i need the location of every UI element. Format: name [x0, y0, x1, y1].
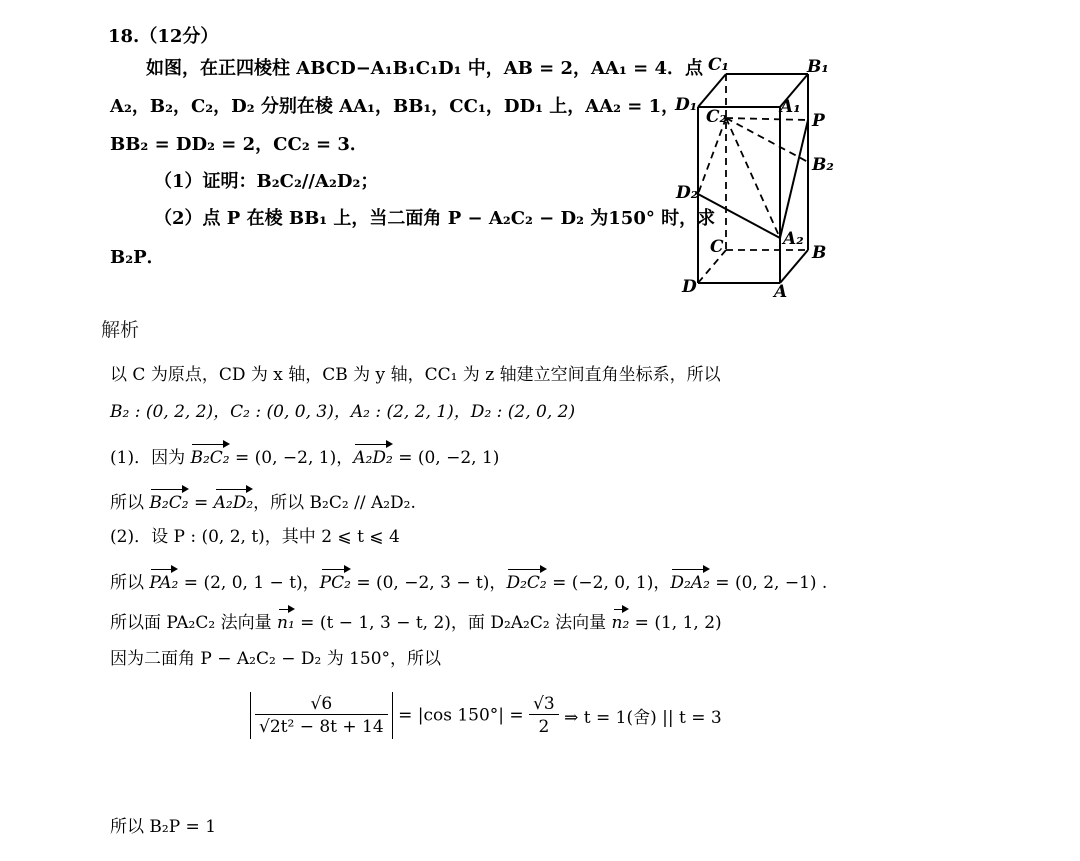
label-p: P [812, 111, 825, 131]
line-6-intro: 所以 [110, 573, 150, 593]
label-a: A [774, 282, 788, 302]
fraction-right-denominator: 2 [529, 714, 559, 737]
normal-vector-n2: n₂ [611, 613, 630, 633]
vector-b2c2: B₂C₂ [149, 493, 189, 513]
label-c2: C₂ [706, 107, 727, 127]
vector-pc2-value: = (0, −2, 3 − t)， [350, 573, 507, 593]
fraction-left-denominator: √2t² − 8t + 14 [255, 714, 388, 737]
solution-line-3 [110, 443, 499, 468]
normal-intro: 所以面 PA₂C₂ 法向量 [110, 613, 278, 633]
label-b1: B₁ [807, 57, 829, 77]
vector-pa2-value: = (2, 0, 1 − t)， [178, 573, 320, 593]
vector-a2d2-value: = (0, −2, 1) [392, 448, 500, 468]
label-b: B [812, 243, 827, 263]
problem-part-2: （2）点 P 在棱 BB₁ 上，当二面角 P − A₂C₂ − D₂ 为150° 时，求 [154, 208, 716, 229]
final-answer: 所以 B₂P = 1 [110, 817, 217, 837]
problem-line-2: A₂，B₂，C₂，D₂ 分别在棱 AA₁，BB₁，CC₁，DD₁ 上，AA₂ = 1， [110, 96, 680, 117]
vector-d2a2: D₂A₂ [670, 573, 710, 593]
label-a2: A₂ [783, 229, 804, 249]
solution-line-7 [110, 608, 722, 633]
solution-line-4 [110, 488, 416, 513]
normal-n2-value: = (1, 1, 2) [629, 613, 722, 633]
equation-middle: = |cos 150°| = [392, 705, 530, 726]
fraction-right [529, 694, 559, 737]
absolute-value [250, 692, 393, 739]
vector-d2c2-value: = (−2, 0, 1)， [546, 573, 671, 593]
problem-line-3: BB₂ = DD₂ = 2，CC₂ = 3． [110, 134, 368, 155]
equation-result: ⇒ t = 1(舍) || t = 3 [558, 708, 722, 728]
label-d2: D₂ [676, 183, 699, 203]
problem-part-2-cont: B₂P． [110, 247, 165, 268]
problem-number: 18.（12分） [108, 26, 219, 47]
solution-line-8: 因为二面角 P − A₂C₂ − D₂ 为 150°，所以 [110, 649, 442, 669]
vector-b2c2: B₂C₂ [190, 448, 230, 468]
solution-line-1: 以 C 为原点，CD 为 x 轴，CB 为 y 轴，CC₁ 为 z 轴建立空间直角坐标系，所以 [110, 365, 721, 385]
normal-vector-n1: n₁ [277, 613, 295, 633]
part-1-intro: (1)．因为 [110, 448, 191, 468]
solution-heading: 解析 [101, 319, 140, 341]
label-c1: C₁ [708, 55, 729, 75]
vector-a2d2: A₂D₂ [213, 493, 254, 513]
label-b2: B₂ [812, 155, 834, 175]
vector-pa2: PA₂ [149, 573, 179, 593]
problem-line-1: 如图，在正四棱柱 ABCD−A₁B₁C₁D₁ 中，AB = 2，AA₁ = 4．点 [146, 58, 703, 79]
vector-d2c2: D₂C₂ [506, 573, 547, 593]
vector-b2c2-value: = (0, −2, 1)， [229, 448, 354, 468]
label-c: C [710, 237, 724, 257]
normal-n1-value: = (t − 1, 3 − t, 2)，面 D₂A₂C₂ 法向量 [294, 613, 612, 633]
vector-a2d2: A₂D₂ [353, 448, 393, 468]
problem-part-1: （1）证明：B₂C₂//A₂D₂； [154, 171, 379, 192]
cosine-equation [250, 692, 722, 739]
parallel-conclusion: ，所以 B₂C₂ // A₂D₂. [253, 493, 416, 513]
label-d1: D₁ [675, 95, 698, 115]
solution-line-2: B₂ : (0, 2, 2)，C₂ : (0, 0, 3)，A₂ : (2, 2, 1)，D₂ : (2, 0, 2) [110, 402, 576, 422]
fraction-left-numerator: √6 [310, 694, 333, 714]
solution-line-5: (2)．设 P : (0, 2, t)，其中 2 ⩽ t ⩽ 4 [110, 527, 400, 547]
equals-sign: = [188, 493, 214, 513]
fraction-left [255, 694, 388, 737]
line-4-intro: 所以 [110, 493, 150, 513]
label-d: D [682, 277, 697, 297]
label-a1: A₁ [780, 97, 801, 117]
fraction-right-numerator: √3 [533, 694, 555, 714]
prism-figure [670, 50, 840, 302]
solution-line-6 [110, 568, 827, 593]
vector-pc2: PC₂ [319, 573, 351, 593]
vector-d2a2-value: = (0, 2, −1) . [709, 573, 828, 593]
